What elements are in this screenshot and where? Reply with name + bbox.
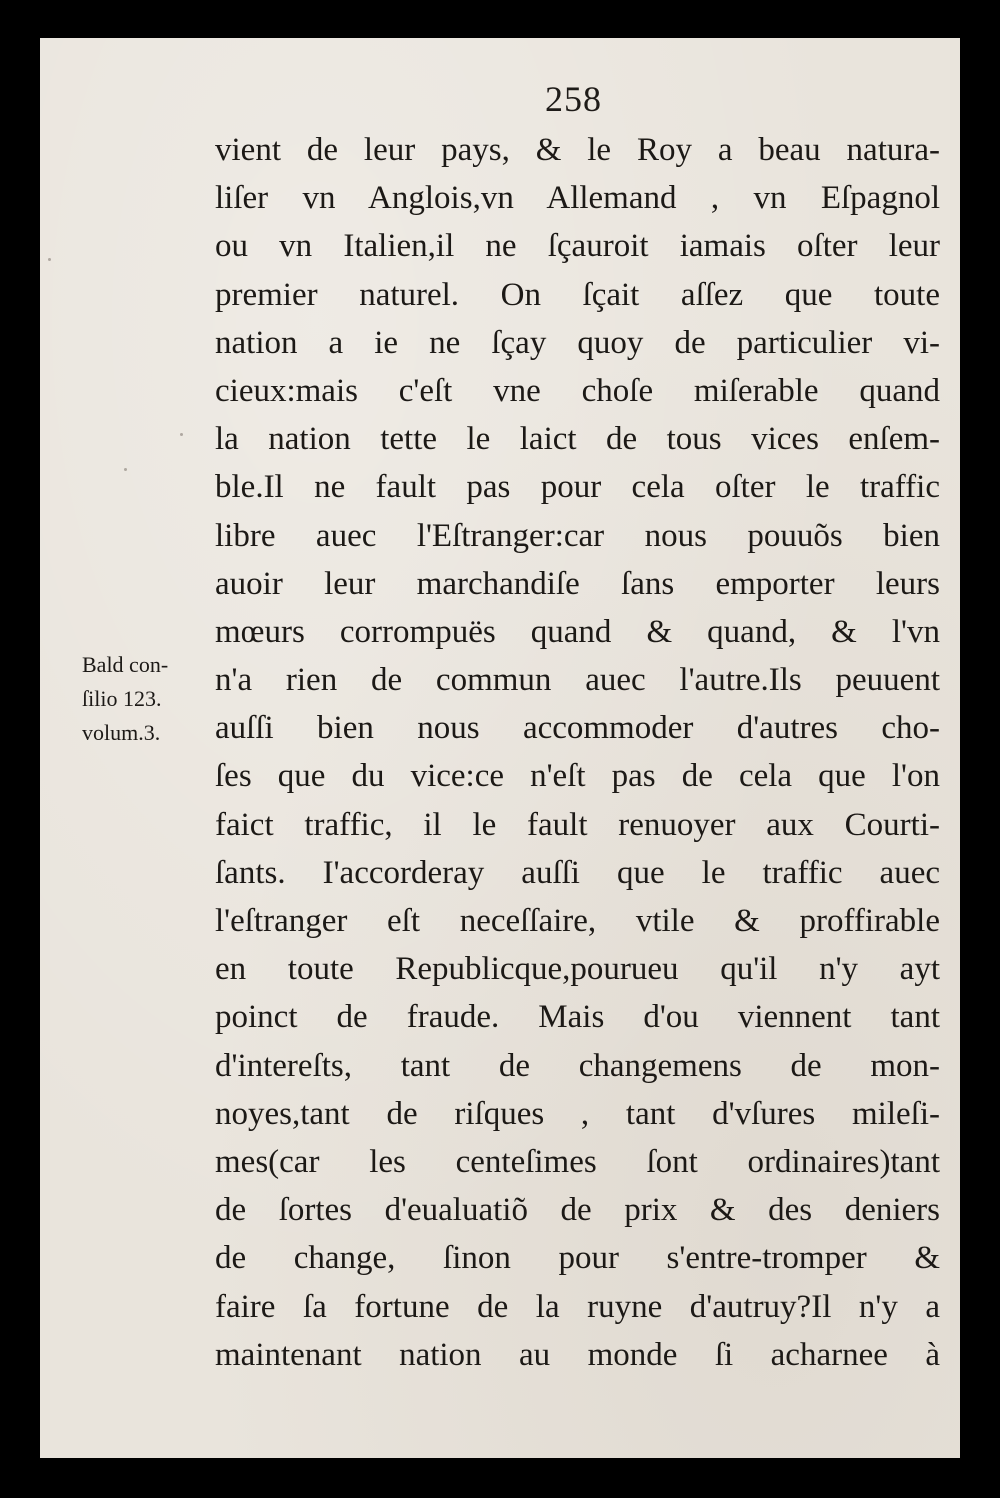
margin-note-line: Bald con-: [82, 652, 169, 677]
margin-note-line: ſilio 123.: [82, 686, 162, 711]
text-line: maintenant nation au monde ſi acharnee à: [215, 1336, 940, 1373]
text-line: d'intereſts, tant de changemens de mon-: [215, 1047, 940, 1084]
text-line: faire ſa fortune de la ruyne d'autruy?Il n'y a: [215, 1288, 940, 1325]
text-line: en toute Republicque,pourueu qu'il n'y ayt: [215, 951, 940, 988]
page-number: 258: [545, 79, 602, 119]
book-page: [40, 38, 960, 1458]
text-line: premier naturel. On ſçait aſſez que toute: [215, 276, 940, 313]
text-line: poinct de fraude. Mais d'ou viennent tant: [215, 999, 940, 1036]
text-line: ſants. I'accorderay auſſi que le traffic auec: [215, 854, 940, 891]
paper-speck: [48, 258, 51, 261]
text-line: cieux:mais c'eſt vne choſe miſerable quand: [215, 372, 940, 409]
body-text: [215, 126, 940, 1379]
text-line: n'a rien de commun auec l'autre.Ils peuuent: [215, 662, 940, 699]
text-line: ou vn Italien,il ne ſçauroit iamais oſter leur: [215, 228, 940, 265]
paper-speck: [933, 1020, 936, 1023]
text-line: de change, ſinon pour s'entre-tromper &: [215, 1240, 940, 1277]
text-line: noyes,tant de riſques , tant d'vſures mileſi-: [215, 1095, 940, 1132]
text-line: vient de leur pays, & le Roy a beau natura-: [215, 132, 940, 168]
paper-speck: [180, 433, 183, 436]
text-line: liſer vn Anglois,vn Allemand , vn Eſpagnol: [215, 180, 940, 217]
text-line: auoir leur marchandiſe ſans emporter leurs: [215, 565, 940, 602]
margin-note-line: volum.3.: [82, 720, 161, 745]
text-line: de ſortes d'eualuatiõ de prix & des deniers: [215, 1192, 940, 1229]
text-line: faict traffic, il le fault renuoyer aux Courti-: [215, 806, 940, 843]
text-line: mes(car les centeſimes ſont ordinaires)tant: [215, 1143, 940, 1180]
margin-note: [82, 648, 222, 750]
text-line: mœurs corrompuës quand & quand, & l'vn: [215, 613, 940, 650]
text-line: libre auec l'Eſtranger:car nous pouuõs bien: [215, 517, 940, 554]
text-line: ſes que du vice:ce n'eſt pas de cela que l'on: [215, 758, 940, 795]
text-line: ble.Il ne fault pas pour cela oſter le traffic: [215, 469, 940, 506]
text-line: auſſi bien nous accommoder d'autres cho-: [215, 710, 940, 747]
text-line: nation a ie ne ſçay quoy de particulier vi-: [215, 324, 940, 361]
paper-speck: [124, 468, 127, 471]
text-line: l'eſtranger eſt neceſſaire, vtile & proffirable: [215, 903, 940, 939]
text-line: la nation tette le laict de tous vices enſem-: [215, 421, 940, 458]
